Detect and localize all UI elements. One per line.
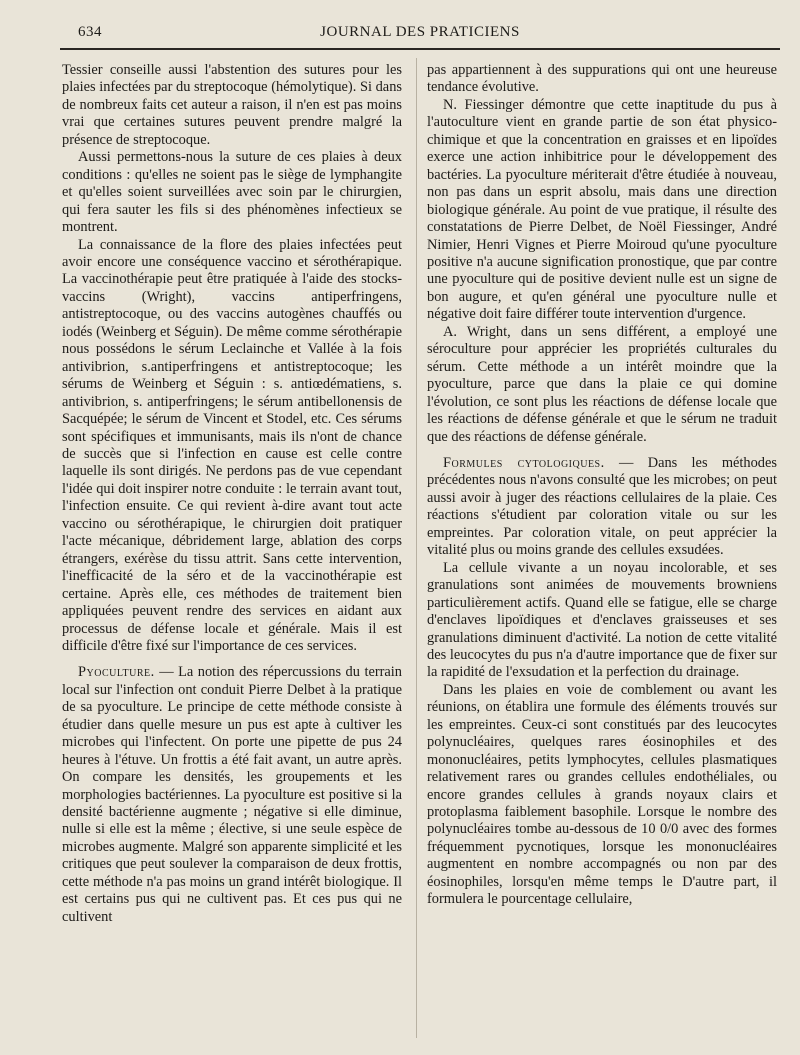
header-rule bbox=[60, 48, 780, 50]
left-column bbox=[62, 62, 402, 926]
formules-text: — Dans les méthodes précédentes nous n'avons consulté que les microbes; on peut aussi avoir à juger des réactions cellulaires de la plaie. Ces réactions s'étudient par coloration vitale ou sur les empreintes. Par coloration vitale, on peut apprécier la vitalité plus ou moins grande des cellules exsudées. bbox=[427, 454, 777, 559]
right-paragraph-1: pas appartiennent à des suppurations qui ont une heureuse tendance évolutive. bbox=[427, 62, 777, 96]
pyoculture-heading: Pyoculture. bbox=[78, 664, 155, 681]
right-paragraph-5: La cellule vivante a un noyau incolorable, et ses granulations sont animées de mouvements browniens particulièrement actifs. Quand elle se fatigue, elle se charge d'enclaves lipoïdiques et d'enclaves graisseuses et ses granulations diminuent d'activité. La notion de cette vitalité des leucocytes du pus n'a d'autre importance que de fixer sur la rapidité de l'exsudation et la perfection du drainage. bbox=[427, 559, 777, 681]
right-paragraph-formules bbox=[427, 455, 777, 560]
right-paragraph-2: N. Fiessinger démontre que cette inaptitude du pus à l'autoculture vient en grande partie de son état physico-chimique et que la concentration en graisses et en lipoïdes exerce une action inhibitrice pour le développement des bactéries. La pyoculture mériterait d'être étudiée à nouveau, non pas dans un esprit absolu, mais dans une direction biologique générale. Au point de vue pratique, il résulte des constatations de Pierre Delbet, de Noël Fiessinger, André Nimier, Henri Vignes et Pierre Moiroud qu'une pyoculture positive n'a aucune signification pronostique, que par contre une pyoculture qui de positive devient nulle est un signe de bon augure, et qu'en général une pyoculture nulle et négative doit faire différer toute intervention d'urgence. bbox=[427, 96, 777, 323]
right-paragraph-6: Dans les plaies en voie de comblement ou avant les réunions, on établira une formule des éléments trouvés sur les empreintes. Ceux-ci sont constitués par des leucocytes polynucléaires, quelques rares éosinophiles et des mononucléaires, petits lymphocytes, cellules plasmatiques relativement rares ou grandes cellules endothéliales, ou encore grandes cellules à grands noyaux clairs et protoplasma faiblement basophile. Lorsque le nombre des polynucléaires tombe au-dessous de 10 0/0 avec des formes fréquemment pycnotiques, lorsque les mononucléaires augmentent en nombre accompagnés ou non par des éosinophiles, lorsqu'en même temps le D'autre part, il formulera le pourcentage cellulaire, bbox=[427, 681, 777, 908]
left-paragraph-3: La connaissance de la flore des plaies infectées peut avoir encore une conséquence vaccino et sérothérapique. La vaccinothérapie peut être pratiquée à l'aide des stocks-vaccins (Wright), vaccins antiperfringens, antistreptocoque, ou des vaccins autogènes chauffés ou iodés (Weinberg et Séguin). De même comme sérothérapie nous possédons le sérum Leclainche et Vallée à la fois antivibrion, s.antiperfringens et antistreptocoque; les sérums de Weinberg et Séguin : s. antiœdématiens, s. antivibrion, s. antiperfringens; le sérum antibellonensis de Sacquépée; le sérum de Vincent et Stodel, etc. Ces sérums sont spécifiques et immunisants, mais ils n'ont de chance de succès que si l'infection en cause est celle contre laquelle ils sont dirigés. Ne perdons pas de vue cependant l'idée qui doit inspirer notre conduite : le terrain avant tout, l'infection ensuite. Ce qui revient à-dire avant tout acte vaccino ou sérothérapique, le chirurgien doit pratiquer l'acte mécanique, débridement large, ablation des corps étrangers, exérèse du tissu attrit. Sans cette intervention, l'inefficacité de la séro et de la vaccinothérapie est certaine. Après elle, ces méthodes de traitement bien appliquées peuvent rendre des services en aidant aux processus de défense locale et générale. Mais il est difficile d'être fixé sur l'importance de ces services. bbox=[62, 236, 402, 654]
journal-title: JOURNAL DES PRATICIENS bbox=[320, 24, 520, 40]
formules-heading: Formules cytologiques. bbox=[443, 454, 605, 471]
right-column bbox=[427, 62, 777, 909]
right-paragraph-3: A. Wright, dans un sens différent, a employé une séroculture pour apprécier les propriétés culturales du sérum. Cette méthode a un intérêt moindre que la pyoculture, parce que dans la plaie ce qui domine l'évolution, ce sont plus les réactions de défense locale que les réactions de défense générale et que le sérum ne traduit que des réactions de défense générale. bbox=[427, 323, 777, 445]
left-paragraph-2: Aussi permettons-nous la suture de ces plaies à deux conditions : qu'elles ne soient pas le siège de lymphangite et qu'elles soient surveillées avec soin par le chirurgien, qui fera sauter les fils si des phénomènes infectieux se montrent. bbox=[62, 149, 402, 236]
page-header bbox=[60, 20, 780, 42]
pyoculture-text: — La notion des répercussions du terrain local sur l'infection ont conduit Pierre Delbet à la pratique de sa pyoculture. Le principe de cette méthode consiste à étudier dans quelle mesure un pus est apte à cultiver les microbes qui l'infectent. On porte une pipette de pus 24 heures à l'étuve. Un frottis a été fait avant, un autre après. On compare les densités, les groupements et les morphologies bactériennes. La pyoculture est positive si la densité bactérienne augmente ; négative si elle diminue, nulle si elle est la même ; élective, si une seule espèce de microbes augmente. Malgré son apparente simplicité et les critiques que peut soulever la comparaison de deux frottis, cette méthode n'a pas moins un grand intérêt biologique. Il est certains pus qui ne cultivent pas. Et ces pus qui ne cultivent bbox=[62, 664, 402, 925]
column-divider bbox=[416, 58, 417, 1038]
left-paragraph-pyoculture bbox=[62, 664, 402, 926]
left-paragraph-1: Tessier conseille aussi l'abstention des sutures pour les plaies infectées par du streptocoque (hémolytique). Si dans de nombreux faits cet auteur a raison, il n'en est pas moins vrai que certaines sutures peuvent prendre malgré la présence de streptocoque. bbox=[62, 62, 402, 148]
page-number: 634 bbox=[78, 24, 102, 40]
